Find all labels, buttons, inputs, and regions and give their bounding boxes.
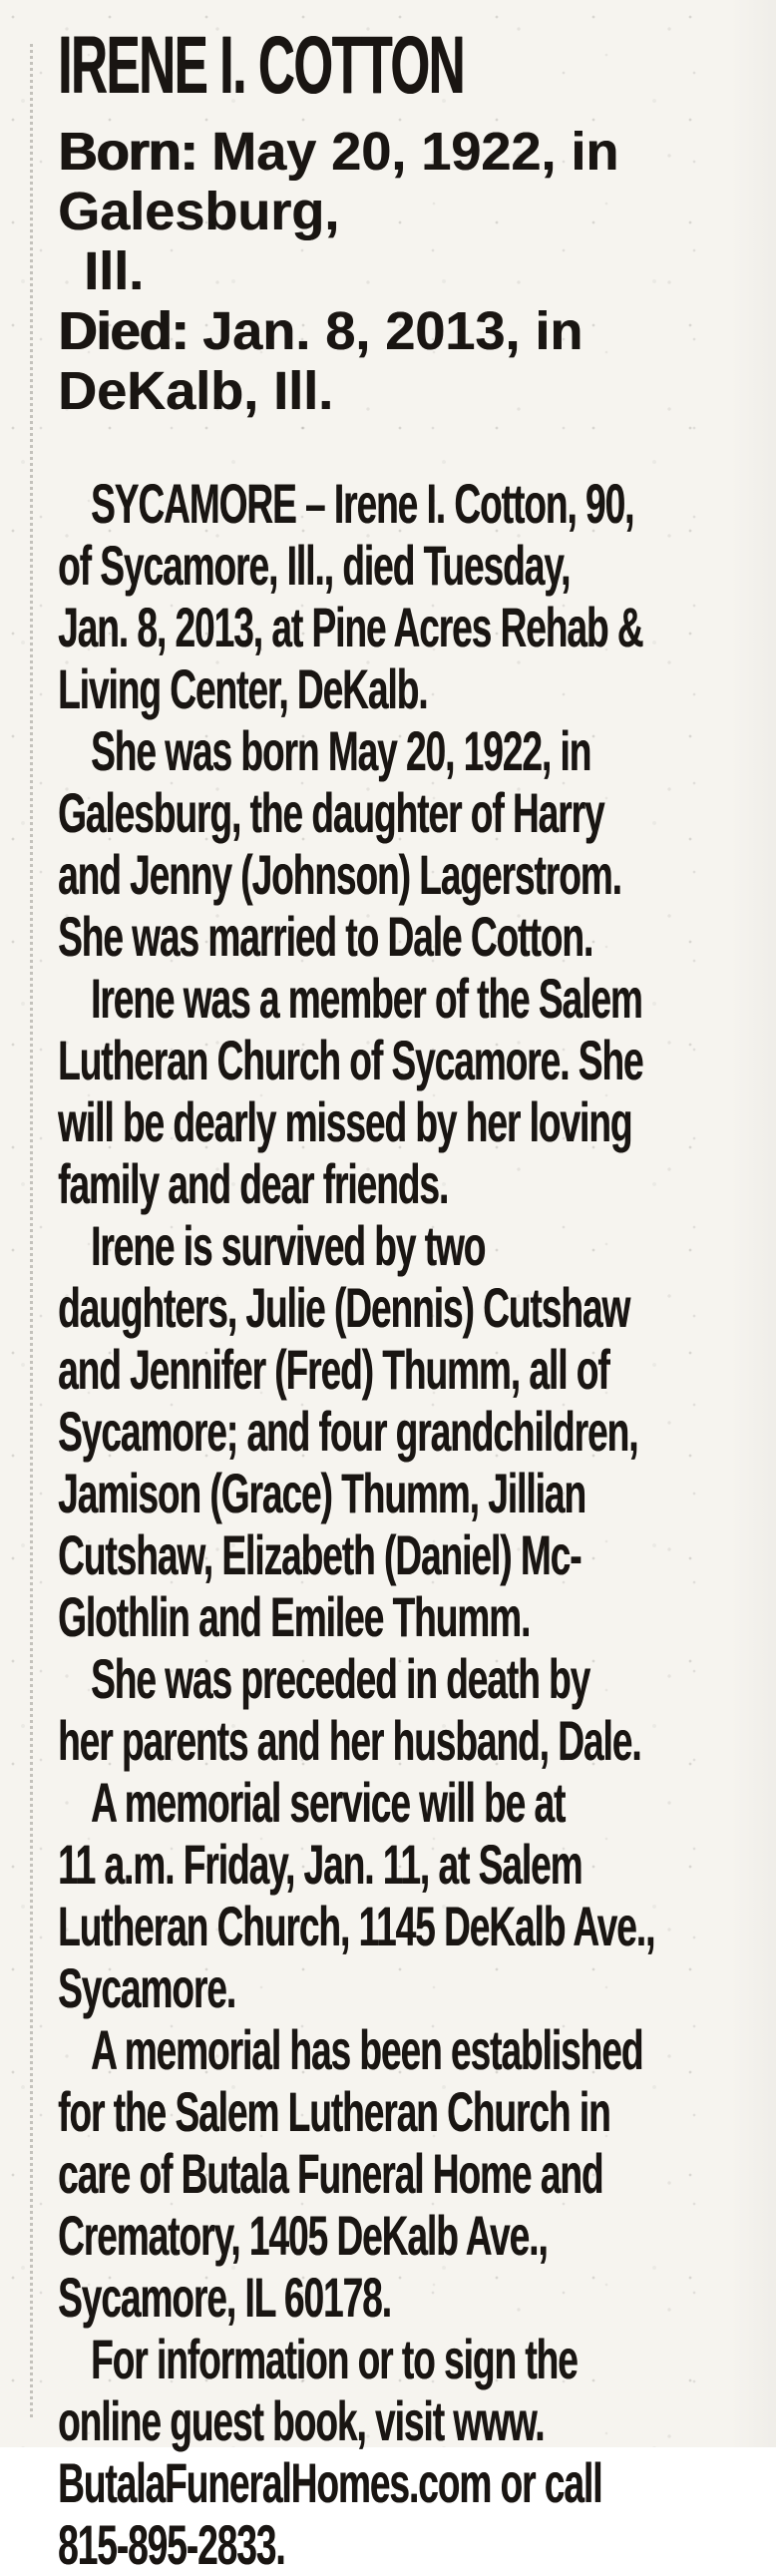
paragraph [58, 1772, 776, 2019]
text-line: She was born May 20, 1922, in [91, 719, 591, 782]
died-label: Died: [58, 301, 188, 361]
died-value: Jan. 8, 2013, in DeKalb, Ill. [58, 301, 583, 421]
text-line: and Jenny (Johnson) Lagerstrom. [58, 843, 621, 906]
text-line: A memorial has been established [91, 2018, 643, 2081]
text-line: Sycamore. [58, 1956, 236, 2019]
text-line: Jamison (Grace) Thumm, Jillian [58, 1462, 585, 1524]
text-line: daughters, Julie (Dennis) Cutshaw [58, 1276, 630, 1339]
text-line: A memorial service will be at [91, 1771, 566, 1834]
text-line: will be dearly missed by her loving [58, 1090, 632, 1153]
born-value-continued: Ill. [84, 241, 145, 301]
text-line: for the Salem Lutheran Church in [58, 2080, 610, 2143]
text-line: and Jennifer (Fred) Thumm, all of [58, 1338, 609, 1401]
text-line: online guest book, visit www. [58, 2389, 545, 2452]
vitals-block [58, 122, 776, 421]
text-line: Irene is survived by two [91, 1214, 486, 1277]
text-line: Sycamore; and four grandchildren, [58, 1400, 638, 1463]
text-line: ButalaFuneralHomes.com or call [58, 2451, 602, 2514]
text-line: She was married to Dale Cotton. [58, 905, 593, 968]
text-line: of Sycamore, Ill., died Tuesday, [58, 534, 571, 597]
text-line: family and dear friends. [58, 1152, 449, 1215]
born-label: Born: [58, 122, 196, 182]
text-line: Lutheran Church of Sycamore. She [58, 1029, 643, 1091]
text-line: care of Butala Funeral Home and [58, 2142, 603, 2205]
paragraph [58, 2019, 776, 2329]
text-line: Lutheran Church, 1145 DeKalb Ave., [58, 1895, 655, 1957]
text-line: Galesburg, the daughter of Harry [58, 781, 604, 844]
born-value: May 20, 1922, in Galesburg, [58, 122, 619, 241]
text-line: Jan. 8, 2013, at Pine Acres Rehab & [58, 596, 643, 658]
obituary-name: IRENE I. COTTON [58, 20, 464, 111]
died-line [58, 301, 776, 421]
text-line: She was preceded in death by [91, 1647, 590, 1710]
born-line [58, 122, 776, 241]
text-line: her parents and her husband, Dale. [58, 1709, 641, 1772]
text-line: Irene was a member of the Salem [91, 967, 642, 1030]
text-line: Crematory, 1405 DeKalb Ave., [58, 2204, 548, 2267]
paragraph [58, 720, 776, 968]
paragraph [58, 473, 776, 720]
text-line: SYCAMORE – Irene I. Cotton, 90, [91, 472, 634, 535]
paragraph [58, 1648, 776, 1772]
paragraph [58, 968, 776, 1215]
text-line: Cutshaw, Elizabeth (Daniel) Mc- [58, 1523, 582, 1586]
text-line: Living Center, DeKalb. [58, 657, 428, 720]
obituary-body [58, 473, 776, 2576]
paragraph [58, 2329, 776, 2576]
paragraph [58, 1215, 776, 1648]
text-line: Glothlin and Emilee Thumm. [58, 1585, 531, 1648]
text-line: 815-895-2833. [58, 2513, 285, 2576]
text-line: 11 a.m. Friday, Jan. 11, at Salem [58, 1833, 582, 1896]
text-line: For information or to sign the [91, 2328, 578, 2390]
text-line: Sycamore, IL 60178. [58, 2266, 391, 2329]
